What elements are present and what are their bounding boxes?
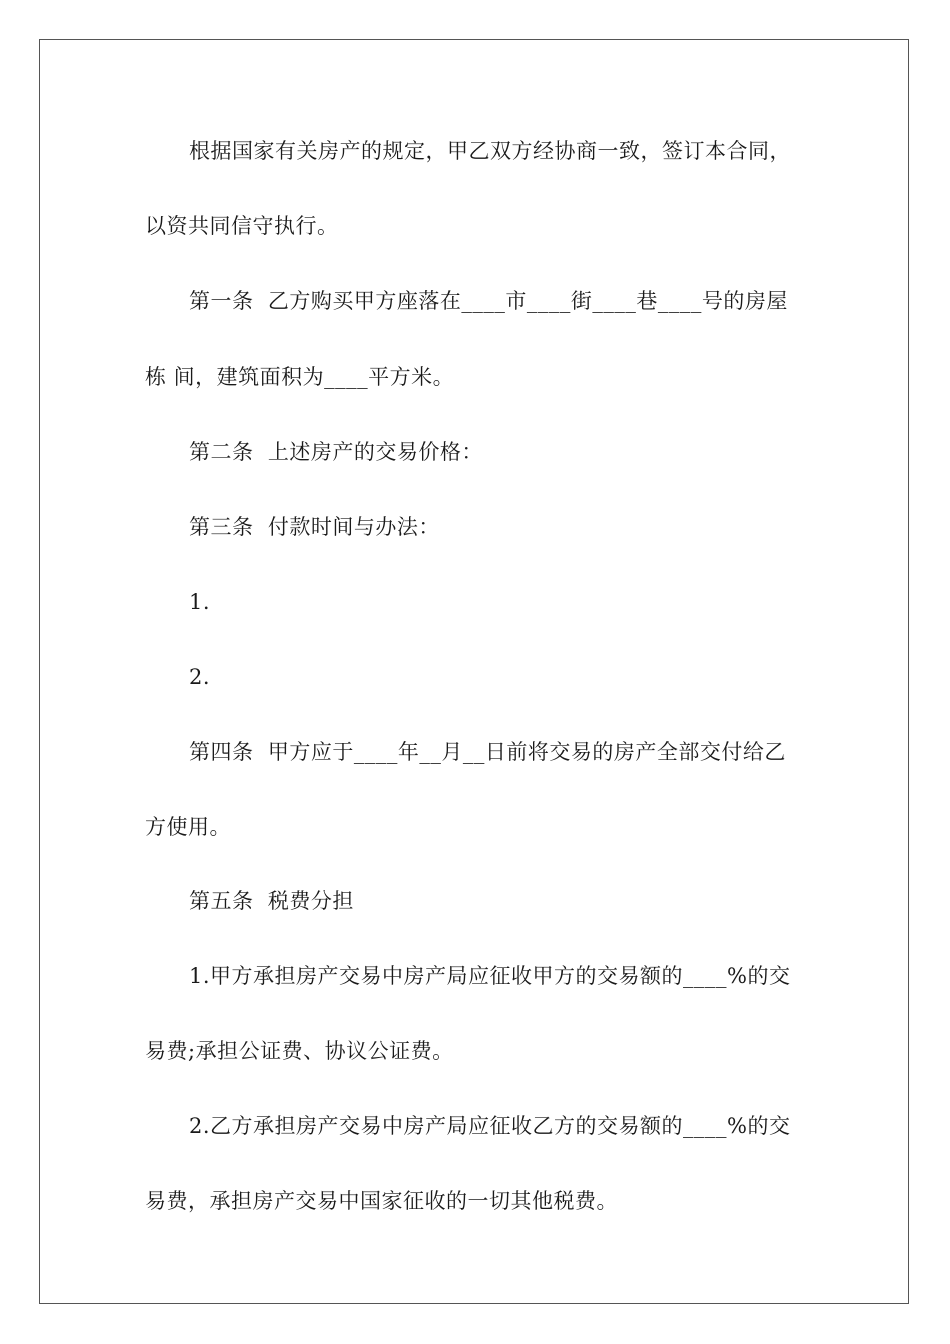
article-5-item-1-line-1: 1.甲方承担房产交易中房产局应征收甲方的交易额的____%的交 xyxy=(189,964,791,988)
paragraph-preamble-line-1: 根据国家有关房产的规定，甲乙双方经协商一致，签订本合同， xyxy=(189,139,791,163)
article-5-item-1-line-2: 易费;承担公证费、协议公证费。 xyxy=(145,1039,454,1063)
article-4-line-1: 第四条 甲方应于____年__月__日前将交易的房产全部交付给乙 xyxy=(189,740,786,764)
article-3-item-1: 1. xyxy=(189,590,211,614)
article-2: 第二条 上述房产的交易价格： xyxy=(189,440,483,464)
article-5-item-2-line-2: 易费，承担房产交易中国家征收的一切其他税费。 xyxy=(145,1189,618,1213)
article-5-item-2-line-1: 2.乙方承担房产交易中房产局应征收乙方的交易额的____%的交 xyxy=(189,1114,791,1138)
article-1-line-2: 栋 间，建筑面积为____平方米。 xyxy=(145,365,455,389)
article-3-item-2: 2. xyxy=(189,665,211,689)
article-1-line-1: 第一条 乙方购买甲方座落在____市____街____巷____号的房屋 xyxy=(189,289,788,313)
article-5: 第五条 税费分担 xyxy=(189,889,354,913)
paragraph-preamble-line-2: 以资共同信守执行。 xyxy=(145,214,339,238)
article-4-line-2: 方使用。 xyxy=(145,815,231,839)
article-3: 第三条 付款时间与办法： xyxy=(189,515,440,539)
